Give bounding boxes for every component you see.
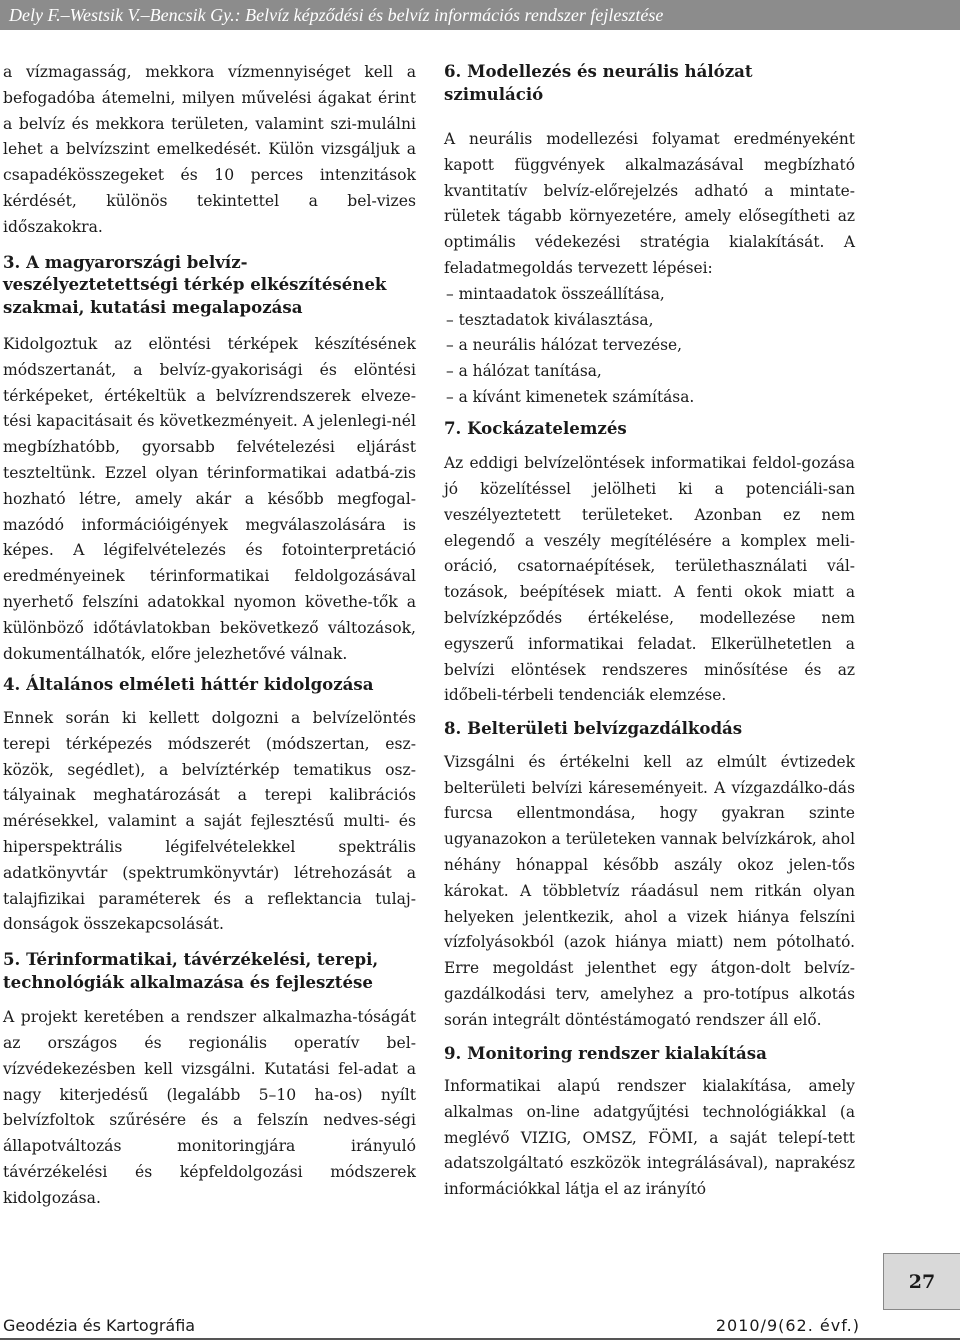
footer-divider xyxy=(0,1338,960,1340)
section-9-heading: 9. Monitoring rendszer kialakítása xyxy=(444,1042,767,1063)
section-6-heading: 6. Modellezés és neurális hálózat szimuláció xyxy=(444,61,753,104)
list-item: – a neurális hálózat tervezése, xyxy=(446,336,682,355)
list-item: – mintaadatok összeállítása, xyxy=(446,284,665,303)
section-9-text: Informatikai alapú rendszer kialakítása, amely alkalmas on-line adatgyűjtési technológiákkal (a meglévő VIZIG, OMSZ, FÖMI, a saját telepí-tett adatszolgáltató eszközök integrálásával), naprakész információkkal látja el az irányító xyxy=(444,1077,855,1199)
section-6-text: A neurális modellezési folyamat eredményeként kapott függvények alkalmazásával megbízható kvantitatív belvíz-előrejelzés adható a mintate-rületek tágabb környezetére, amely elősegítheti az optimális védekezési stratégia kialakítását. A feladatmegoldás tervezett lépései: xyxy=(444,130,855,277)
issue-label: 2010/9(62. évf.) xyxy=(715,1316,860,1335)
section-7-text: Az eddigi belvízelöntések informatikai feldol-gozása jó közelítéssel jelölheti ki a potenciáli-san veszélyeztetett területeket. Azonban ez nem elegendő a veszély megítélésére a komplex meli-oráció, csatornaépítések, területhasználati vál-tozások, beépítések miatt. A fenti okok miatt a belvízképződés értékelése, modellezése nem egyszerű informatikai feladat. Elkerülhetetlen a belvízi elöntések rendszeres minősítése és az időbeli-térbeli tendenciák elemzése. xyxy=(444,454,855,705)
section-8-text: Vizsgálni és értékelni kell az elmúlt évtizedek belterületi belvízi káreseményeit. A vízgazdálko-dás furcsa ellentmondása, hogy gyakran szinte ugyanazokon a területeken vannak belvízkárok, ahol néhány hónappal később aszály okoz jelen-tős károkat. A többletvíz ráadásul nem ritkán olyan helyeken jelentkezik, ahol a vizek hiánya felszíni vízfolyásokból (azok hiánya miatt) nem pótolható. Erre megoldást jelenthet egy átgon-dolt belvíz-gazdálkodási terv, amelyhez a pro-totípus alkotás során integrált döntéstámogató rendszer áll elő. xyxy=(444,752,855,1029)
list-item: – a hálózat tanítása, xyxy=(446,362,602,381)
journal-name: Geodézia és Kartográfia xyxy=(3,1316,196,1335)
section-7-heading: 7. Kockázatelemzés xyxy=(444,417,627,438)
section-8-heading: 8. Belterületi belvízgazdálkodás xyxy=(444,718,743,739)
section-3-text: Kidolgoztuk az elöntési térképek készítésének módszertanát, a belvíz-gyakorisági és elöntési térképeket, értékeltük a belvízrendszerek elveze-tési kapacitásait és következményeit. A jelenlegi-nél megbízhatóbb, gyorsabb felvételezési eljárást teszteltünk. Ezzel olyan térinformatikai adatbá-zis hozható létre, amely akár a később megfogal-mazódó információigények megválaszolására is képes. A légifelvételezés és fotointerpretáció eredményeinek térinformatikai feldolgozásával nyerhető felszíni adatokkal nyomon követhe-tők a különböző időtávlatokban bekövetkező változások, dokumentálhatók, előre jelezhetővé válnak. xyxy=(3,335,416,663)
section-5-text: A projekt keretében a rendszer alkalmazha-tóságát az országos és regionális operatív bel-vízvédekezésben kell vizsgálni. Kutatási fel-adat a nagy kiterjedésű (legalább 5–10 ha-os) nyílt belvízfoltok szűrésére és a felszín nedves-ségi állapotváltozás monitoringjára irányuló távérzékelési és képfeldolgozási módszerek kidolgozása. xyxy=(3,1008,416,1207)
left-column xyxy=(3,60,416,1211)
section-3-heading: 3. A magyarországi belvíz-veszélyeztetettségi térkép elkészítésének szakmai, kutatási megalapozása xyxy=(3,251,387,317)
steps-list xyxy=(444,282,855,411)
section-5-heading: 5. Térinformatikai, távérzékelési, terepi, technológiák alkalmazása és fejlesztése xyxy=(3,949,379,992)
right-column xyxy=(444,60,855,1203)
lead-paragraph: a vízmagasság, mekkora vízmennyiséget kell a befogadóba átemelni, milyen művelési ágakat érint a belvíz és mekkora területen, valamint szi-mulálni lehet a belvízszint emelkedését. Külön vizsgáljuk a csapadékösszegeket és 10 perces intenzitások kérdését, különös tekintettel a bel-vizes időszakokra. xyxy=(3,63,416,236)
running-header: Dely F.–Westsik V.–Bencsik Gy.: Belvíz képződési és belvíz információs rendszer fejlesztése xyxy=(0,0,960,30)
section-4-text: Ennek során ki kellett dolgozni a belvízelöntés terepi térképezés módszerét (módszertan, esz-közök, segédlet), a belvíztérkép tematikus osz-tályainak meghatározását a terepi kalibrációs mérésekkel, valamint a saját fejlesztésű multi- és hiperspektrális légifelvételekkel spektrális adatkönyvtár (spektrumkönyvtár) létrehozását a talajfizikai paraméterek és a reflektancia tulaj-donságok összekapcsolását. xyxy=(3,708,416,934)
page-number: 27 xyxy=(883,1253,960,1310)
list-item: – tesztadatok kiválasztása, xyxy=(446,310,654,329)
section-4-heading: 4. Általános elméleti háttér kidolgozása xyxy=(3,674,374,695)
list-item: – a kívánt kimenetek számítása. xyxy=(446,387,695,406)
